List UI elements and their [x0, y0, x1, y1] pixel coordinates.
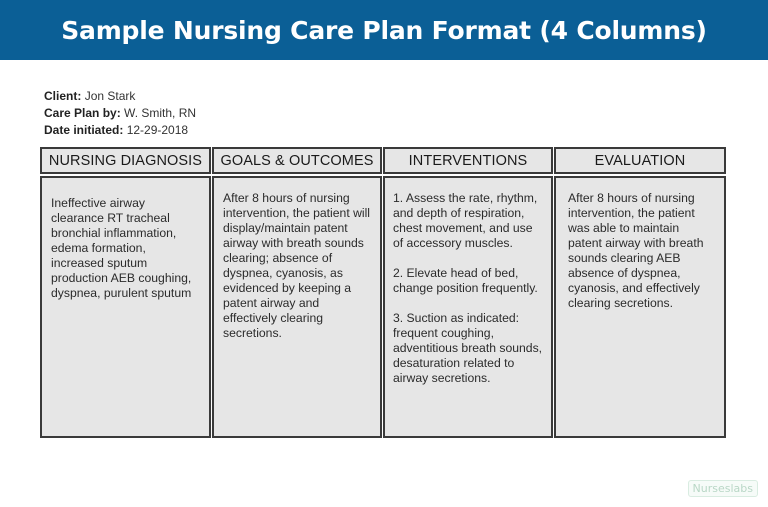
column-header: EVALUATION — [554, 147, 726, 174]
care-plan-by-label: Care Plan by: — [44, 106, 121, 120]
client-row — [44, 88, 196, 105]
column-header: GOALS & OUTCOMES — [212, 147, 382, 174]
plan-metadata — [44, 88, 196, 139]
title-banner — [0, 0, 768, 60]
nurseslabs-logo: Nurseslabs — [688, 480, 758, 497]
column-interventions — [383, 147, 553, 438]
column-nursing-diagnosis — [40, 147, 211, 438]
date-initiated-row — [44, 122, 196, 139]
column-evaluation — [554, 147, 726, 438]
column-header: NURSING DIAGNOSIS — [40, 147, 211, 174]
care-plan-table — [40, 147, 726, 438]
date-initiated-value: 12-29-2018 — [126, 123, 189, 137]
care-plan-by-row — [44, 105, 196, 122]
column-paragraph: Ineffective airway clearance RT tracheal bronchial inflammation, edema formation, increased sputum production AEB coughing, dyspnea, purulent sputum — [51, 196, 192, 300]
care-plan-by-value: W. Smith, RN — [124, 106, 197, 120]
client-value: Jon Stark — [84, 89, 136, 103]
column-body — [383, 176, 553, 438]
client-label: Client: — [44, 89, 82, 103]
column-body — [212, 176, 382, 438]
column-paragraph: After 8 hours of nursing intervention, the patient was able to maintain patent airway with breath sounds clearing AEB absence of dyspnea, cyanosis, and effectively clearing secretions. — [568, 191, 704, 310]
page-title: Sample Nursing Care Plan Format (4 Columns) — [61, 15, 707, 45]
date-initiated-label: Date initiated: — [44, 123, 124, 137]
column-paragraph: After 8 hours of nursing intervention, the patient will display/maintain patent airway with breath sounds clearing; absence of dyspnea, cyanosis, as evidenced by keeping a patent airway and effectively clearing secretions. — [223, 191, 371, 340]
column-header: INTERVENTIONS — [383, 147, 553, 174]
column-paragraph: 1. Assess the rate, rhythm, and depth of respiration, chest movement, and use of accessory muscles. — [393, 191, 538, 250]
column-goals-outcomes — [212, 147, 382, 438]
column-body — [554, 176, 726, 438]
column-paragraph: 3. Suction as indicated: frequent coughing, adventitious breath sounds, desaturation related to airway secretions. — [393, 311, 543, 385]
column-paragraph: 2. Elevate head of bed, change position frequently. — [393, 266, 538, 295]
column-body — [40, 176, 211, 438]
